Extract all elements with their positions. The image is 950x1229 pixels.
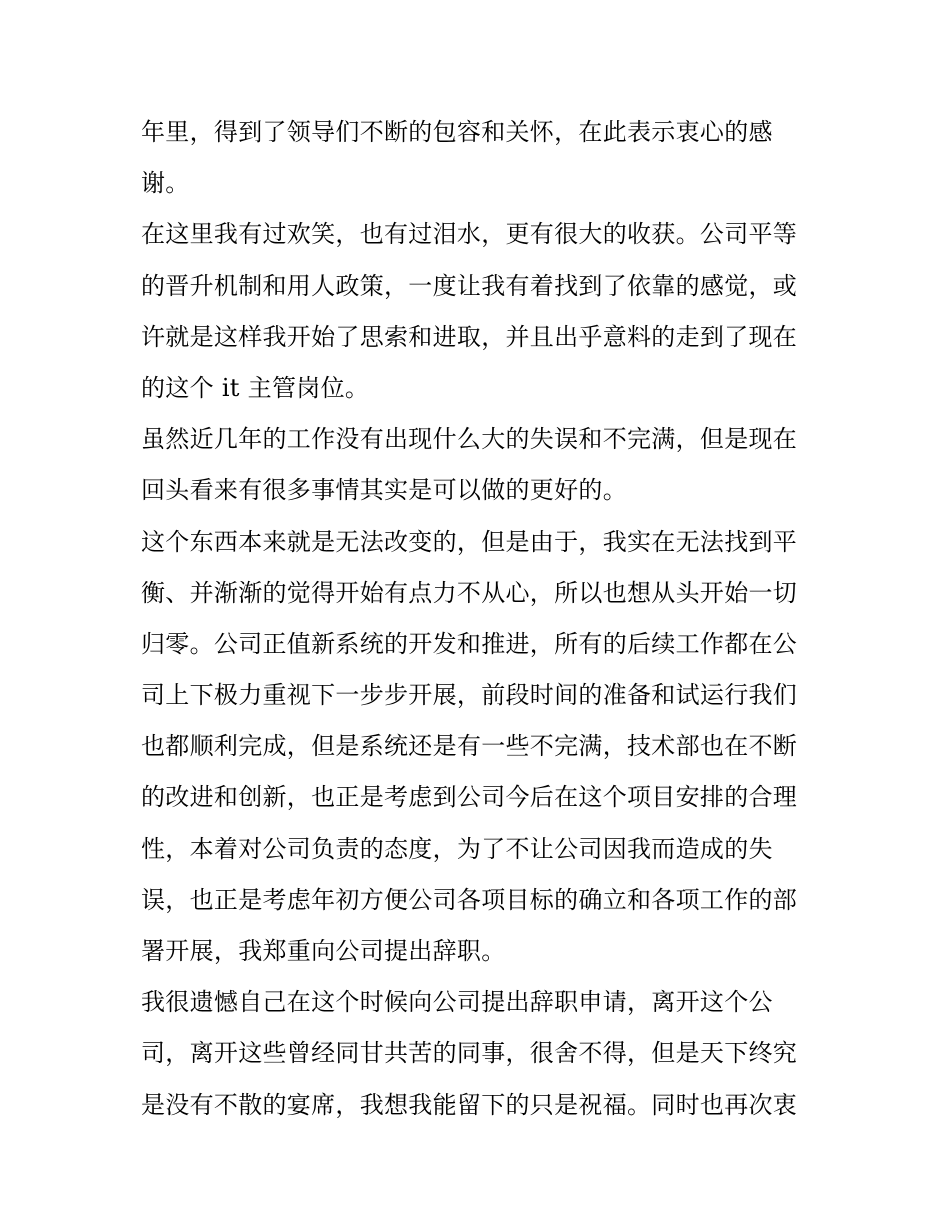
text-line: 的这个 it 主管岗位。	[141, 373, 370, 402]
text-line: 许就是这样我开始了思索和进取，并且出乎意料的走到了现在	[141, 322, 798, 351]
text-line: 是没有不散的宴席，我想我能留下的只是祝福。同时也再次衷	[141, 1090, 798, 1119]
text-line: 这个东西本来就是无法改变的，但是由于，我实在无法找到平	[141, 527, 798, 556]
text-line: 的改进和创新，也正是考虑到公司今后在这个项目安排的合理	[141, 783, 798, 812]
text-line: 我很遗憾自己在这个时候向公司提出辞职申请，离开这个公	[141, 988, 773, 1017]
text-line: 误，也正是考虑年初方便公司各项目标的确立和各项工作的部	[141, 885, 798, 914]
document-body	[141, 107, 813, 1131]
text-line: 司，离开这些曾经同甘共苦的同事，很舍不得，但是天下终究	[141, 1039, 798, 1068]
text-line: 也都顺利完成，但是系统还是有一些不完满，技术部也在不断	[141, 732, 798, 761]
text-line: 署开展，我郑重向公司提出辞职。	[141, 937, 506, 965]
text-line: 虽然近几年的工作没有出现什么大的失误和不完满，但是现在	[141, 425, 798, 454]
text-line: 性，本着对公司负责的态度，为了不让公司因我而造成的失	[141, 834, 773, 863]
text-line: 年里，得到了领导们不断的包容和关怀，在此表示衷心的感	[141, 118, 773, 146]
text-line: 归零。公司正值新系统的开发和推进，所有的后续工作都在公	[141, 629, 798, 658]
text-line: 的晋升机制和用人政策，一度让我有着找到了依靠的感觉，或	[141, 271, 798, 300]
text-line: 司上下极力重视下一步步开展，前段时间的准备和试运行我们	[141, 681, 798, 710]
text-line: 衡、并渐渐的觉得开始有点力不从心，所以也想从头开始一切	[141, 578, 798, 607]
text-line: 在这里我有过欢笑，也有过泪水，更有很大的收获。公司平等	[141, 220, 798, 249]
text-line: 谢。	[141, 169, 190, 198]
text-line: 回头看来有很多事情其实是可以做的更好的。	[141, 476, 627, 505]
